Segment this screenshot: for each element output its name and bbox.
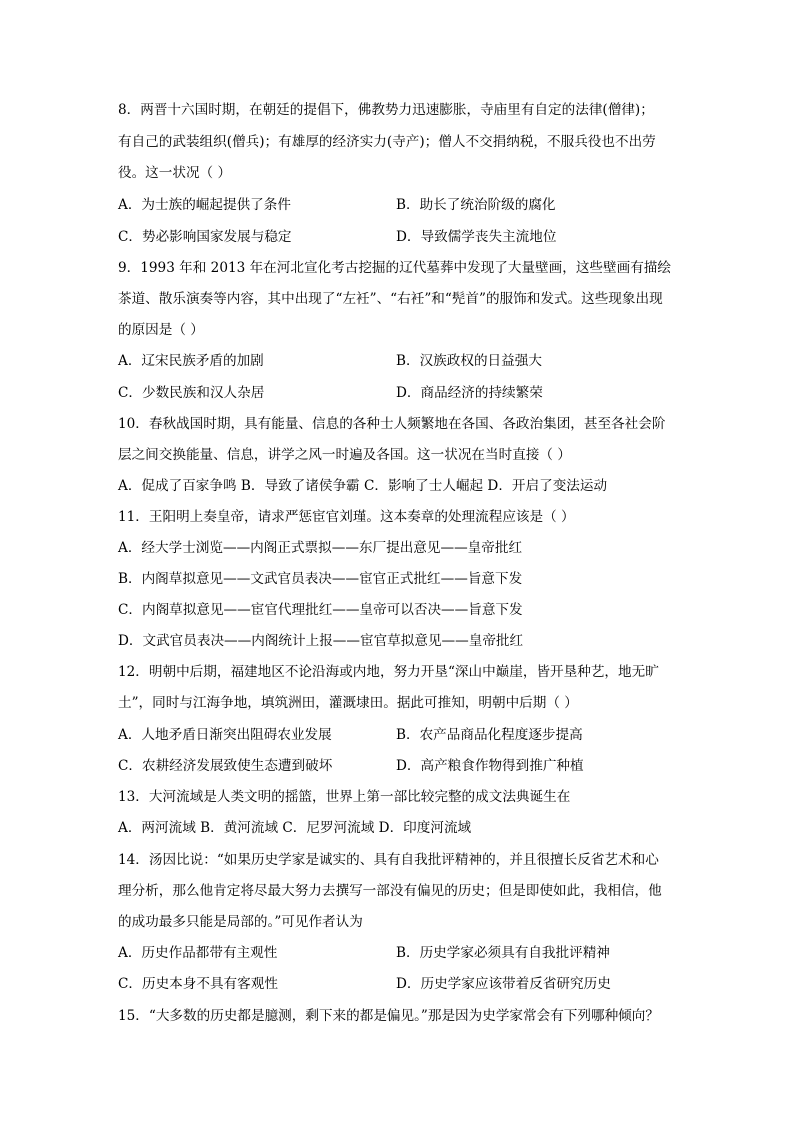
q9-option-d[interactable]: D．商品经济的持续繁荣 [396, 385, 543, 401]
q8-option-a[interactable]: A．为士族的崛起提供了条件 [118, 197, 291, 213]
q14-option-b[interactable]: B．历史学家必须具有自我批评精神 [396, 945, 610, 961]
q9-line-1: 9．1993 年和 2013 年在河北宣化考古挖掘的辽代墓葬中发现了大量壁画，这些壁画有描绘 [118, 260, 671, 276]
q14-line-1: 14．汤因比说：“如果历史学家是诚实的、具有自我批评精神的，并且很擅长反省艺术和心 [118, 852, 659, 868]
q9-option-a[interactable]: A．辽宋民族矛盾的加剧 [118, 353, 264, 369]
q13-options-row[interactable]: A．两河流域 B．黄河流域 C．尼罗河流域 D．印度河流域 [118, 820, 472, 836]
q12-line-2: 土”，同时与江海争地，填筑洲田，灌溉埭田。据此可推知，明朝中后期（ ） [118, 695, 578, 711]
q11-option-b[interactable]: B．内阁草拟意见——文武官员表决——宦官正式批红——旨意下发 [118, 571, 523, 587]
q14-option-d[interactable]: D．历史学家应该带着反省研究历史 [396, 976, 611, 992]
q8-line-1: 8．两晋十六国时期，在朝廷的提倡下，佛教势力迅速膨胀，寺庙里有自定的法律(僧律)； [118, 102, 654, 118]
q14-option-c[interactable]: C．历史本身不具有客观性 [118, 976, 278, 992]
q10-line-2: 层之间交换能量、信息，讲学之风一时遍及各国。这一状况在当时直接（ ） [118, 447, 571, 463]
q8-option-c[interactable]: C．势必影响国家发展与稳定 [118, 229, 292, 245]
q14-line-2: 理分析，那么他肯定将尽最大努力去撰写一部没有偏见的历史；但是即使如此，我相信，他 [118, 883, 662, 899]
q8-line-3: 役。这一状况（ ） [118, 165, 232, 181]
q14-option-a[interactable]: A．历史作品都带有主观性 [118, 945, 278, 961]
q11-option-d[interactable]: D．文武官员表决——内阁统计上报——宦官草拟意见——皇帝批红 [118, 633, 524, 649]
q11-option-a[interactable]: A．经大学士浏览——内阁正式票拟——东厂提出意见——皇帝批红 [118, 540, 523, 556]
q12-option-d[interactable]: D．高产粮食作物得到推广种植 [396, 758, 584, 774]
q15-line-1: 15．“大多数的历史都是臆测，剩下来的都是偏见。”那是因为史学家常会有下列哪种倾向？ [118, 1008, 659, 1024]
q9-line-2: 茶道、散乐演奏等内容，其中出现了“左衽”、“右衽”和“髡首”的服饰和发式。这些现象出现 [118, 291, 663, 307]
q10-options-row[interactable]: A．促成了百家争鸣 B．导致了诸侯争霸 C．影响了士人崛起 D．开启了变法运动 [118, 478, 608, 494]
q12-option-c[interactable]: C．农耕经济发展致使生态遭到破坏 [118, 758, 333, 774]
q12-line-1: 12．明朝中后期，福建地区不论沿海或内地，努力开垦“深山中巅崖，皆开垦种艺，地无旷 [118, 664, 659, 680]
q9-line-3: 的原因是（ ） [118, 322, 204, 338]
q8-option-d[interactable]: D．导致儒学丧失主流地位 [396, 229, 557, 245]
q8-line-2: 有自己的武装组织(僧兵)；有雄厚的经济实力(寺产)；僧人不交捐纳税，不服兵役也不出劳 [118, 134, 656, 150]
q12-option-b[interactable]: B．农产品商品化程度逐步提高 [396, 727, 583, 743]
q10-line-1: 10．春秋战国时期，具有能量、信息的各种士人频繁地在各国、各政治集团，甚至各社会阶 [118, 416, 666, 432]
q13-line-1: 13．大河流域是人类文明的摇篮，世界上第一部比较完整的成文法典诞生在 [118, 789, 571, 805]
q12-option-a[interactable]: A．人地矛盾日渐突出阻碍农业发展 [118, 727, 332, 743]
q11-option-c[interactable]: C．内阁草拟意见——宦官代理批红——皇帝可以否决——旨意下发 [118, 602, 523, 618]
q9-option-c[interactable]: C．少数民族和汉人杂居 [118, 385, 265, 401]
q11-line-1: 11．王阳明上奏皇帝，请求严惩宦官刘瑾。这本奏章的处理流程应该是（ ） [118, 509, 575, 525]
q8-option-b[interactable]: B．助长了统治阶级的腐化 [396, 197, 556, 213]
q9-option-b[interactable]: B．汉族政权的日益强大 [396, 353, 542, 369]
q14-line-3: 的成功最多只能是局部的。”可见作者认为 [118, 914, 363, 930]
